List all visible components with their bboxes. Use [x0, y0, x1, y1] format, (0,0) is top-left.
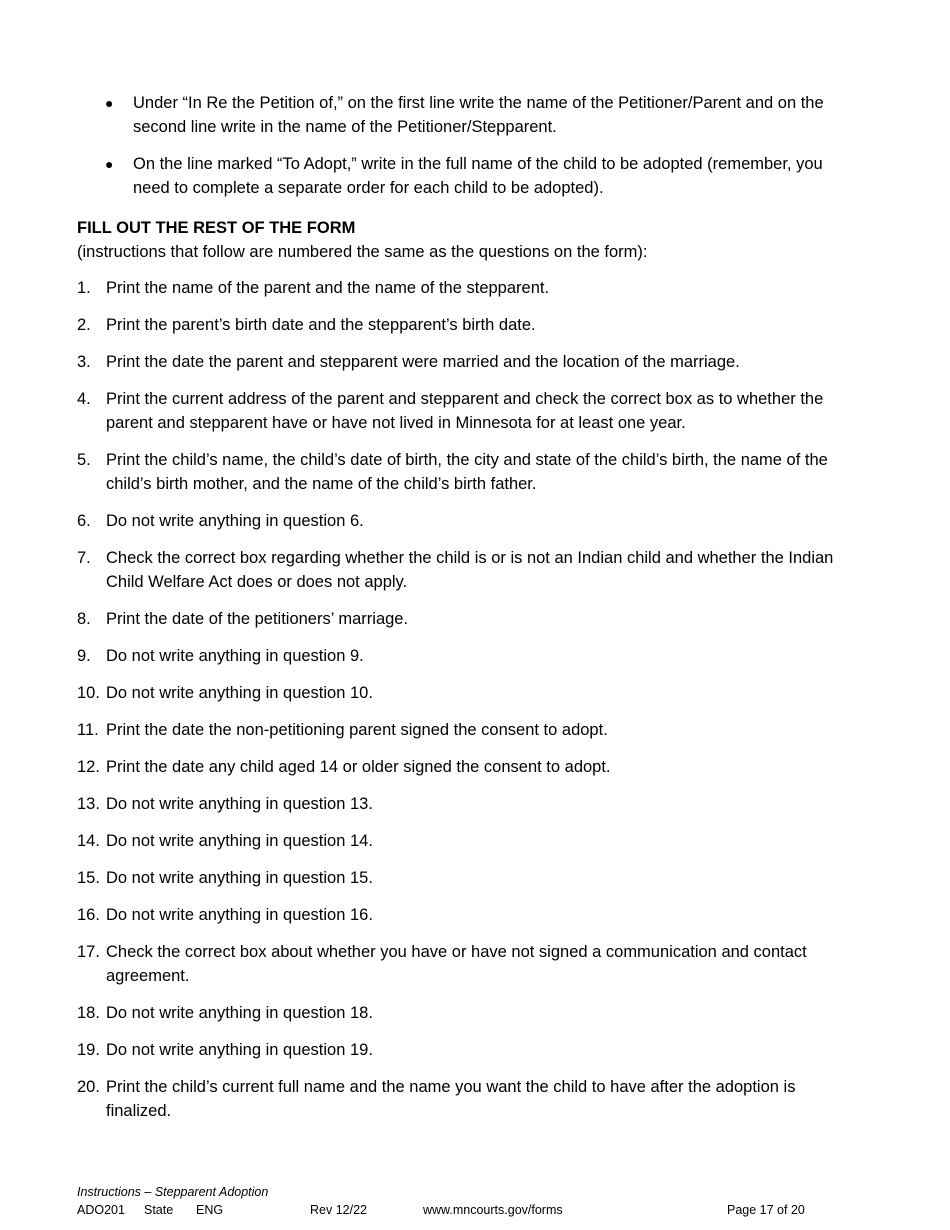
- form-code: ADO201: [77, 1203, 125, 1217]
- list-item: [105, 152, 845, 200]
- bullet-text: Under “In Re the Petition of,” on the first line write the name of the Petitioner/Parent and on the second line write in the name of the Petitioner/Stepparent.: [133, 94, 824, 136]
- language-code: ENG: [196, 1203, 224, 1217]
- item-text: Print the date any child aged 14 or older signed the consent to adopt.: [106, 758, 611, 776]
- item-text: Do not write anything in question 14.: [106, 832, 373, 850]
- list-item: [105, 91, 845, 139]
- item-text: Print the date of the petitioners’ marriage.: [106, 610, 409, 628]
- item-text: Print the name of the parent and the name of the stepparent.: [106, 279, 550, 297]
- list-item: [77, 607, 847, 631]
- item-text: Do not write anything in question 13.: [106, 795, 373, 813]
- item-text: Print the parent’s birth date and the stepparent’s birth date.: [106, 316, 536, 334]
- footer-title: Instructions – Stepparent Adoption: [77, 1185, 269, 1199]
- bullet-icon: ●: [105, 156, 114, 172]
- list-item: [77, 903, 847, 927]
- forms-url: www.mncourts.gov/forms: [423, 1203, 563, 1217]
- item-number: 15.: [77, 869, 100, 887]
- item-text: Print the date the parent and stepparent were married and the location of the marriage.: [106, 353, 740, 371]
- list-item: [77, 313, 847, 337]
- list-item: [77, 1001, 847, 1025]
- item-number: 2.: [77, 316, 91, 334]
- page-number: Page 17 of 20: [727, 1203, 805, 1217]
- list-item: [77, 866, 847, 890]
- section-heading: FILL OUT THE REST OF THE FORM: [77, 219, 356, 237]
- item-text: Check the correct box regarding whether the child is or is not an Indian child and whether the Indian Child Welfare Act does or does not apply.: [106, 549, 834, 591]
- item-number: 5.: [77, 451, 91, 469]
- bullet-list: [105, 91, 845, 213]
- item-number: 13.: [77, 795, 100, 813]
- item-number: 10.: [77, 684, 100, 702]
- item-number: 14.: [77, 832, 100, 850]
- item-text: Print the child’s name, the child’s date of birth, the city and state of the child’s birth, the name of the child’s birth mother, and the name of the child’s birth father.: [106, 451, 828, 493]
- item-number: 4.: [77, 390, 91, 408]
- item-number: 9.: [77, 647, 91, 665]
- jurisdiction: State: [144, 1203, 174, 1217]
- list-item: [77, 755, 847, 779]
- list-item: [77, 792, 847, 816]
- item-text: Do not write anything in question 16.: [106, 906, 373, 924]
- item-number: 8.: [77, 610, 91, 628]
- list-item: [77, 940, 847, 988]
- item-number: 1.: [77, 279, 91, 297]
- item-number: 7.: [77, 549, 91, 567]
- list-item: [77, 509, 847, 533]
- item-text: Print the child’s current full name and the name you want the child to have after the adoption is finalized.: [106, 1078, 796, 1120]
- item-number: 6.: [77, 512, 91, 530]
- list-item: [77, 681, 847, 705]
- item-text: Do not write anything in question 10.: [106, 684, 373, 702]
- list-item: [77, 387, 847, 435]
- item-text: Do not write anything in question 15.: [106, 869, 373, 887]
- item-text: Print the current address of the parent and stepparent and check the correct box as to whether the parent and stepparent have or have not lived in Minnesota for at least one year.: [106, 390, 824, 432]
- list-item: [77, 718, 847, 742]
- list-item: [77, 448, 847, 496]
- item-number: 18.: [77, 1004, 100, 1022]
- section-header: [77, 216, 857, 264]
- item-number: 17.: [77, 943, 100, 961]
- list-item: [77, 644, 847, 668]
- list-item: [77, 829, 847, 853]
- instruction-list: [77, 276, 847, 1136]
- item-text: Do not write anything in question 9.: [106, 647, 364, 665]
- list-item: [77, 546, 847, 594]
- page-footer: [77, 1183, 867, 1219]
- bullet-icon: ●: [105, 95, 114, 111]
- item-number: 19.: [77, 1041, 100, 1059]
- item-number: 12.: [77, 758, 100, 776]
- item-text: Do not write anything in question 19.: [106, 1041, 373, 1059]
- item-number: 3.: [77, 353, 91, 371]
- item-text: Check the correct box about whether you have or have not signed a communication and contact agreement.: [106, 943, 807, 985]
- footer-row: [77, 1201, 867, 1219]
- item-number: 20.: [77, 1078, 100, 1096]
- item-text: Do not write anything in question 18.: [106, 1004, 373, 1022]
- item-number: 16.: [77, 906, 100, 924]
- section-subheading: (instructions that follow are numbered the same as the questions on the form):: [77, 243, 648, 261]
- revision: Rev 12/22: [310, 1203, 367, 1217]
- item-number: 11.: [77, 721, 99, 739]
- item-text: Do not write anything in question 6.: [106, 512, 364, 530]
- list-item: [77, 350, 847, 374]
- list-item: [77, 276, 847, 300]
- bullet-text: On the line marked “To Adopt,” write in the full name of the child to be adopted (remember, you need to complete a separate order for each child to be adopted).: [133, 155, 823, 197]
- list-item: [77, 1075, 847, 1123]
- list-item: [77, 1038, 847, 1062]
- item-text: Print the date the non-petitioning parent signed the consent to adopt.: [106, 721, 608, 739]
